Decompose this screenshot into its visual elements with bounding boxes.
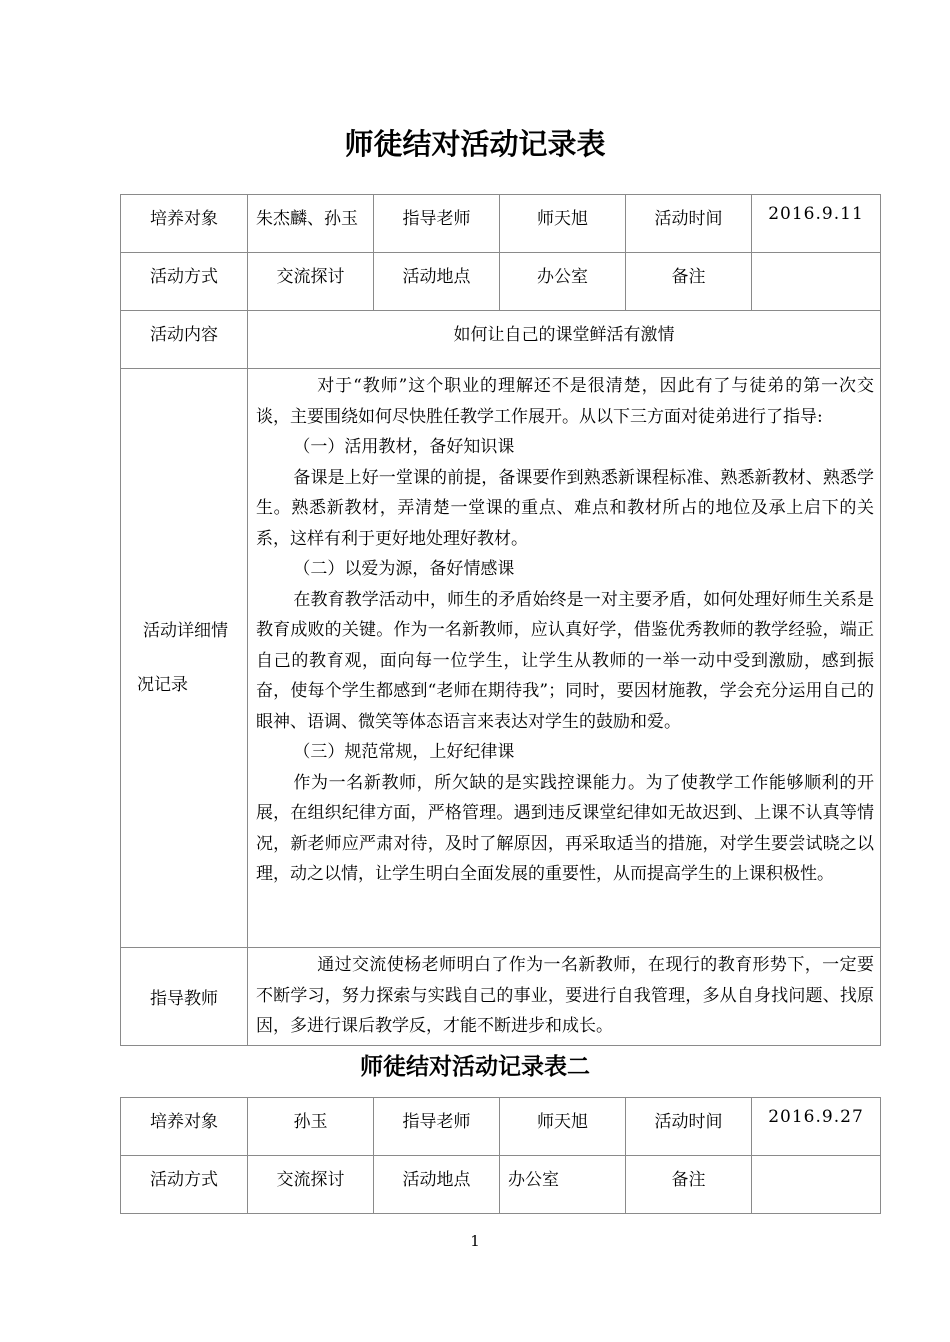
place-label: 活动地点 [374, 1156, 500, 1214]
content-label: 活动内容 [121, 311, 248, 369]
trainee-value: 朱杰麟、孙玉 [248, 195, 374, 253]
trainee-label: 培养对象 [121, 1098, 248, 1156]
document-title: 师徒结对活动记录表 [344, 127, 606, 161]
page-number: 1 [470, 1232, 480, 1250]
table-row [121, 369, 881, 948]
table-row [121, 1156, 881, 1214]
content-value: 如何让自己的课堂鲜活有激情 [248, 311, 881, 369]
remark-value [752, 253, 881, 311]
detail-subheading: （一）活用教材，备好知识课 [293, 437, 515, 457]
mentor-label: 指导老师 [374, 195, 500, 253]
detail-label-line1: 活动详细情 [143, 621, 228, 641]
trainee-label: 培养对象 [121, 195, 248, 253]
method-label: 活动方式 [121, 253, 248, 311]
table-row [121, 1098, 881, 1156]
detail-paragraph: 在教育教学活动中，师生的矛盾始终是一对主要矛盾，如何处理好师生关系是教育成败的关键。作为一名新教师，应认真好学，借鉴优秀教师的教学经验，端正自己的教育观，面向每一位学生，让学生从教师的一举一动中受到激励，感到振奋，使每个学生都感到“老师在期待我”；同时，要因材施教，学会充分运用自己的眼神、语调、微笑等体态语言来表达对学生的鼓励和爱。 [256, 589, 874, 732]
time-label: 活动时间 [626, 1098, 752, 1156]
guide-label: 指导教师 [121, 948, 248, 1046]
guide-paragraph: 通过交流使杨老师明白了作为一名新教师，在现行的教育形势下，一定要不断学习，努力探索与实践自己的事业，要进行自我管理，多从自身找问题、找原因，多进行课后教学反，才能不断进步和成长。 [256, 955, 874, 1036]
method-label: 活动方式 [121, 1156, 248, 1214]
place-label: 活动地点 [374, 253, 500, 311]
place-value: 办公室 [500, 1156, 626, 1214]
activity-record-table-1 [120, 194, 881, 1046]
detail-paragraph: 备课是上好一堂课的前提，备课要作到熟悉新课程标准、熟悉新教材、熟悉学生。熟悉新教材，弄清楚一堂课的重点、难点和教材所占的地位及承上启下的关系，这样有利于更好地处理好教材。 [256, 467, 874, 549]
mentor-value: 师天旭 [500, 1098, 626, 1156]
detail-label [121, 369, 248, 948]
remark-value [752, 1156, 881, 1214]
remark-label: 备注 [626, 253, 752, 311]
table-row [121, 948, 881, 1046]
table-row [121, 253, 881, 311]
detail-subheading: （三）规范常规，上好纪律课 [293, 742, 515, 762]
place-value: 办公室 [500, 253, 626, 311]
method-value: 交流探讨 [248, 253, 374, 311]
guide-text [248, 948, 881, 1046]
remark-label: 备注 [626, 1156, 752, 1214]
mentor-value: 师天旭 [500, 195, 626, 253]
method-value: 交流探讨 [248, 1156, 374, 1214]
activity-record-table-2 [120, 1097, 881, 1214]
detail-paragraph: 对于“教师”这个职业的理解还不是很清楚，因此有了与徒弟的第一次交谈，主要围绕如何尽快胜任教学工作展开。从以下三方面对徒弟进行了指导: [256, 376, 874, 427]
detail-record [248, 369, 881, 948]
detail-label-line2: 况记录 [137, 675, 188, 695]
mentor-label: 指导老师 [374, 1098, 500, 1156]
time-value: 2016.9.11 [752, 195, 881, 253]
time-value: 2016.9.27 [752, 1098, 881, 1156]
time-label: 活动时间 [626, 195, 752, 253]
detail-paragraph: 作为一名新教师，所欠缺的是实践控课能力。为了使教学工作能够顺利的开展，在组织纪律方面，严格管理。遇到违反课堂纪律如无故迟到、上课不认真等情况，新老师应严肃对待，及时了解原因，再采取适当的措施，对学生要尝试晓之以理，动之以情，让学生明白全面发展的重要性，从而提高学生的上课积极性。 [256, 772, 874, 884]
detail-subheading: （二）以爱为源，备好情感课 [293, 559, 515, 579]
trainee-value: 孙玉 [248, 1098, 374, 1156]
document-title-2: 师徒结对活动记录表二 [360, 1054, 590, 1080]
table-row [121, 311, 881, 369]
table-row [121, 195, 881, 253]
